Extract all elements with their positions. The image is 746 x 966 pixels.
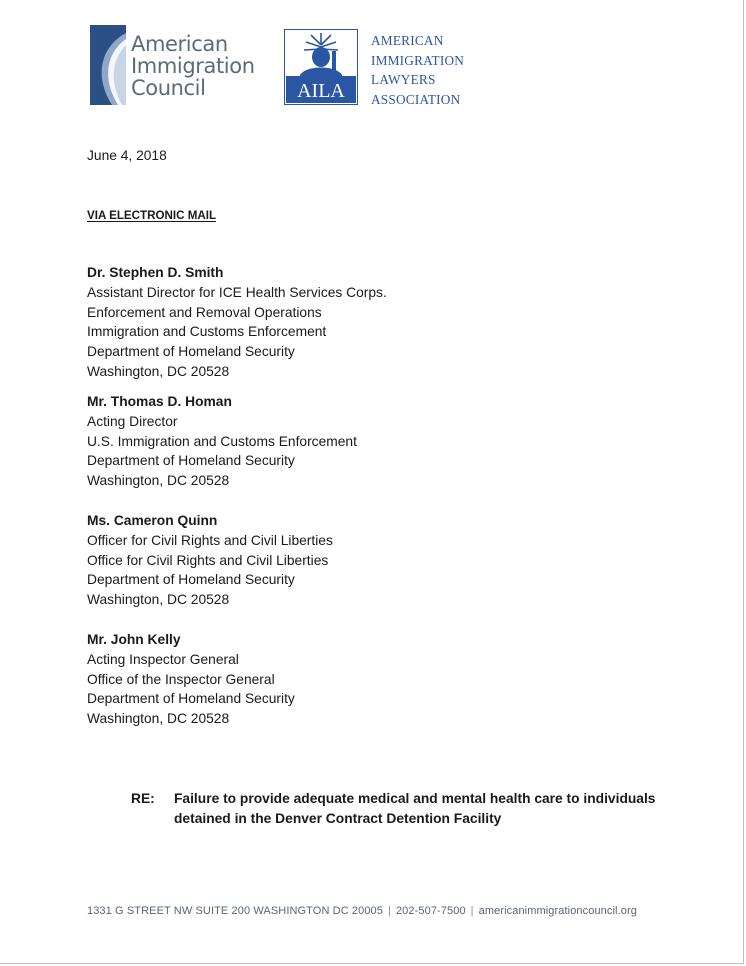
letter-footer [87, 905, 637, 917]
aic-line-2: Immigration [131, 54, 255, 78]
subject-text [174, 789, 694, 829]
recipient-line: Washington, DC 20528 [87, 711, 230, 727]
aic-line-1: American [131, 32, 228, 56]
subject-line-1: Failure to provide adequate medical and mental health care to individuals [174, 791, 656, 806]
aila-logo [284, 27, 484, 109]
aila-line-1: AMERICAN [371, 33, 444, 48]
aic-swoosh-icon [90, 25, 126, 105]
subject-line-2: detained in the Denver Contract Detention Facility [174, 811, 502, 826]
aila-line-2: IMMIGRATION [371, 52, 465, 68]
recipient-block [87, 630, 295, 729]
recipient-name: Mr. John Kelly [87, 632, 181, 647]
footer-separator: | [470, 905, 474, 917]
recipient-line: Department of Homeland Security [87, 691, 295, 707]
letter-date: June 4, 2018 [87, 148, 167, 163]
recipient-line: U.S. Immigration and Customs Enforcement [87, 433, 357, 449]
footer-separator: | [388, 905, 391, 917]
recipient-line: Immigration and Customs Enforcement [87, 324, 327, 340]
aila-wordmark [371, 31, 464, 109]
footer-website-link[interactable]: americanimmigrationcouncil.org [478, 905, 637, 917]
recipient-line: Department of Homeland Security [87, 453, 295, 469]
recipient-block [87, 263, 387, 382]
recipient-name: Dr. Stephen D. Smith [87, 265, 224, 280]
recipient-line: Office for Civil Rights and Civil Liberties [87, 552, 329, 568]
footer-phone: 202-507-7500 [395, 905, 466, 917]
aic-wordmark [131, 33, 255, 99]
statue-of-liberty-icon [284, 29, 358, 105]
aila-line-3: LAWYERS [371, 72, 436, 88]
recipient-block [87, 392, 357, 491]
recipient-line: Washington, DC 20528 [87, 592, 230, 608]
aic-line-3: Council [131, 76, 206, 100]
recipient-line: Enforcement and Removal Operations [87, 304, 322, 320]
american-immigration-council-logo [90, 25, 255, 107]
delivery-method: VIA ELECTRONIC MAIL [87, 209, 217, 222]
recipient-line: Assistant Director for ICE Health Services Corps. [87, 284, 387, 300]
recipient-line: Washington, DC 20528 [87, 363, 230, 379]
recipient-line: Office of the Inspector General [87, 671, 275, 687]
aila-badge-text: AILA [297, 80, 345, 102]
aila-line-4: ASSOCIATION [371, 91, 461, 107]
recipient-line: Department of Homeland Security [87, 572, 295, 588]
recipient-line: Acting Director [87, 413, 178, 429]
recipient-block [87, 511, 333, 610]
subject-label: RE: [131, 791, 155, 806]
recipient-name: Ms. Cameron Quinn [87, 513, 218, 528]
recipient-line: Acting Inspector General [87, 651, 239, 667]
recipient-line: Officer for Civil Rights and Civil Liberties [87, 532, 333, 548]
recipient-name: Mr. Thomas D. Homan [87, 394, 232, 409]
recipient-line: Department of Homeland Security [87, 344, 295, 360]
recipient-line: Washington, DC 20528 [87, 473, 230, 489]
footer-address: 1331 G STREET NW SUITE 200 WASHINGTON DC 20005 [87, 905, 383, 917]
